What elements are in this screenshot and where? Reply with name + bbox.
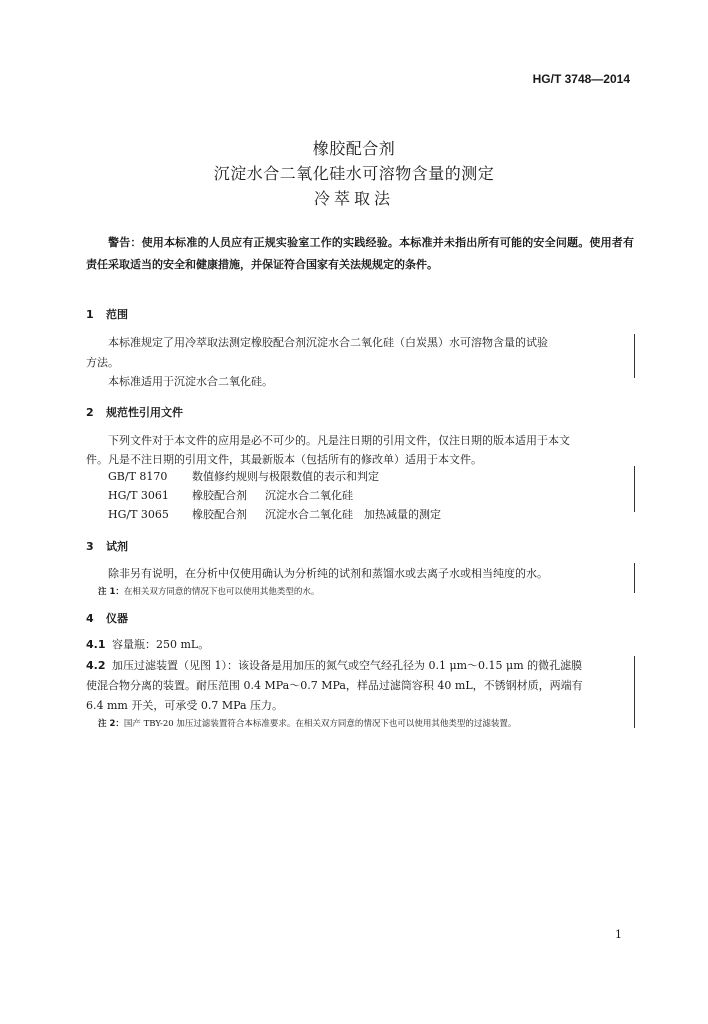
clause-text: 容量瓶：250 mL。 — [112, 638, 210, 651]
reference-code: HG/T 3065 — [108, 508, 169, 521]
clause-4-1 — [86, 634, 209, 655]
clause-text: 加压过滤装置（见图 1）：该设备是用加压的氮气或空气经孔径为 0.1 μm～0.15 μm 的微孔滤膜 — [112, 659, 583, 672]
note-label: 注 2： — [98, 719, 124, 729]
note-2 — [98, 717, 516, 729]
title-line-1: 橡胶配合剂 — [312, 139, 396, 158]
reference-item — [108, 487, 353, 503]
section-title: 试剂 — [106, 540, 128, 553]
reference-title: 数值修约规则与极限数值的表示和判定 — [192, 470, 379, 483]
reference-code: HG/T 3061 — [108, 489, 169, 502]
reference-subtitle: 沉淀水合二氧化硅 — [265, 489, 353, 502]
section-title: 规范性引用文件 — [106, 406, 183, 419]
section-number: 1 — [86, 308, 94, 321]
change-bar — [634, 563, 635, 593]
change-bar — [634, 466, 635, 512]
note-text: 国产 TBY-20 加压过滤装置符合本标准要求。在相关双方同意的情况下也可以使用其他类型的过滤装置。 — [123, 719, 517, 729]
title-line-2: 沉淀水合二氧化硅水可溶物含量的测定 — [213, 164, 495, 183]
section-2-heading — [86, 404, 183, 420]
section-title: 仪器 — [106, 612, 128, 625]
note-text: 在相关双方同意的情况下也可以使用其他类型的水。 — [123, 587, 320, 597]
section-1-para-2: 本标准适用于沉淀水合二氧化硅。 — [108, 375, 273, 388]
section-2-para-line-1: 下列文件对于本文件的应用是必不可少的。凡是注日期的引用文件，仅注日期的版本适用于本文 — [108, 434, 570, 447]
page-number: 1 — [615, 928, 622, 941]
reference-subtitle: 沉淀水合二氧化硅 加热减量的测定 — [265, 508, 441, 521]
section-3-heading — [86, 538, 128, 554]
section-number: 2 — [86, 406, 94, 419]
section-2-para-line-2: 件。凡是不注日期的引用文件，其最新版本（包括所有的修改单）适用于本文件。 — [86, 453, 482, 466]
standard-code: HG/T 3748—2014 — [532, 72, 630, 86]
change-bar — [634, 656, 635, 728]
reference-title: 橡胶配合剂 — [192, 489, 247, 502]
reference-code: GB/T 8170 — [108, 470, 168, 483]
clause-4-2-line-1 — [86, 655, 582, 676]
section-1-para-1-line-2: 方法。 — [86, 356, 119, 369]
reference-title: 橡胶配合剂 — [192, 508, 247, 521]
note-label: 注 1： — [98, 587, 124, 597]
warning-paragraph: 警告：使用本标准的人员应有正规实验室工作的实践经验。本标准并未指出所有可能的安全问题。使用者有责任采取适当的安全和健康措施，并保证符合国家有关法规规定的条件。 — [86, 236, 634, 271]
change-bar — [634, 334, 635, 378]
section-4-heading — [86, 610, 128, 626]
section-1-heading — [86, 306, 128, 322]
reference-item — [108, 468, 397, 484]
clause-number: 4.1 — [86, 638, 106, 651]
section-number: 3 — [86, 540, 94, 553]
note-1 — [98, 585, 319, 597]
clause-number: 4.2 — [86, 659, 106, 672]
reference-item — [108, 506, 441, 522]
section-title: 范围 — [106, 308, 128, 321]
section-1-para-1-line-1: 本标准规定了用冷萃取法测定橡胶配合剂沉淀水合二氧化硅（白炭黑）水可溶物含量的试验 — [108, 336, 548, 349]
clause-4-2-line-3: 6.4 mm 开关，可承受 0.7 MPa 压力。 — [86, 699, 284, 712]
section-number: 4 — [86, 612, 94, 625]
section-3-para: 除非另有说明，在分析中仅使用确认为分析纯的试剂和蒸馏水或去离子水或相当纯度的水。 — [108, 567, 548, 580]
clause-4-2-line-2: 使混合物分离的装置。耐压范围 0.4 MPa～0.7 MPa，样品过滤筒容积 40 mL，不锈钢材质，两端有 — [86, 679, 583, 692]
title-line-3: 冷萃取法 — [313, 189, 394, 208]
